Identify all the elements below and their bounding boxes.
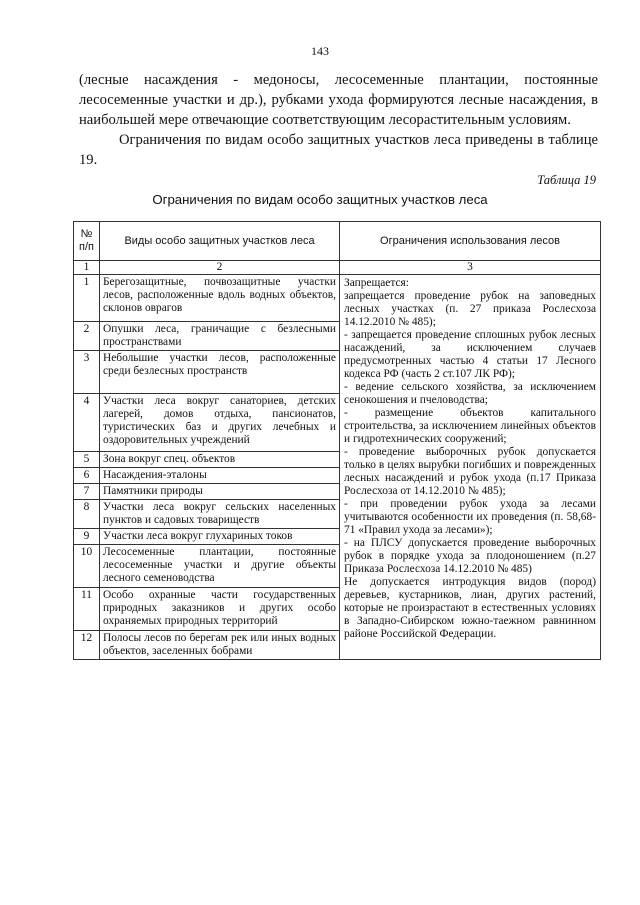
table-header-row xyxy=(74,222,601,261)
zone-type: Опушки леса, граничащие с безлесными пространствами xyxy=(100,322,340,351)
zone-type: Насаждения-эталоны xyxy=(100,468,340,484)
column-number: 1 xyxy=(74,261,100,275)
row-number: 6 xyxy=(74,468,100,484)
row-number: 7 xyxy=(74,484,100,500)
restriction-item: - размещение объектов капитального строительства, за исключением линейных объектов и гидротехнических сооружений; xyxy=(344,407,596,445)
zone-type: Берегозащитные, почвозащитные участки лесов, расположенные вдоль водных объектов, склонов оврагов xyxy=(100,275,340,322)
zone-type: Участки леса вокруг санаториев, детских лагерей, домов отдыха, пансионатов, туристических баз и других лечебных и оздоровительных учреждений xyxy=(100,394,340,452)
restriction-item: Не допускается интродукция видов (пород) деревьев, кустарников, лиан, других растений, которые не произрастают в естественных условиях в Западно-Сибирском южно-таежном равнинном районе Российской Федерации. xyxy=(344,576,596,640)
column-numbers-row xyxy=(74,261,601,275)
restriction-item: - запрещается проведение сплошных рубок лесных насаждений, за исключением случаев предусмотренных частью 4 статьи 17 Лесного кодекса РФ (часть 2 ст.107 ЛК РФ); xyxy=(344,329,596,380)
zone-type: Памятники природы xyxy=(100,484,340,500)
intro-paragraph-1: (лесные насаждения - медоносы, лесосеменные плантации, постоянные лесосеменные участки и др.), рубками ухода формируются лесные насаждения, в наибольшей мере отвечающие соответствующим лесорастительным условиям. xyxy=(79,72,598,128)
zone-type: Лесосеменные плантации, постоянные лесосеменные участки и другие объекты леcного семеноводства xyxy=(100,545,340,588)
header-number: № п/п xyxy=(74,222,100,261)
row-number: 11 xyxy=(74,588,100,631)
restriction-item: - при проведении рубок ухода за лесами учитываются особенности их проведения (п. 58,68-71 «Правил ухода за лесами»); xyxy=(344,498,596,536)
table-title: Ограничения по видам особо защитных участков леса xyxy=(152,192,488,207)
zone-type: Участки леса вокруг глухариных токов xyxy=(100,529,340,545)
row-number: 10 xyxy=(74,545,100,588)
column-number: 2 xyxy=(100,261,340,275)
zone-type: Полосы лесов по берегам рек или иных водных объектов, заселенных бобрами xyxy=(100,631,340,660)
row-number: 5 xyxy=(74,452,100,468)
header-zone-type: Виды особо защитных участков леса xyxy=(100,222,340,261)
zone-type: Зона вокруг спец. объектов xyxy=(100,452,340,468)
table-row xyxy=(74,275,601,322)
restriction-item: запрещается проведение рубок на заповедных лесных участках (п. 27 приказа Рослесхоза 14.12.2010 № 485); xyxy=(344,290,596,328)
row-number: 9 xyxy=(74,529,100,545)
page-number: 143 xyxy=(311,44,329,58)
intro-paragraph-2: Ограничения по видам особо защитных участков леса приведены в таблице 19. xyxy=(79,132,598,168)
restrictions-cell xyxy=(340,275,601,660)
row-number: 1 xyxy=(74,275,100,322)
restriction-item: - проведение выборочных рубок допускается только в целях вырубки погибших и поврежденных лесных насаждений и рубок ухода (п.17 Приказа Рослесхоза от 14.12.2010 № 485); xyxy=(344,446,596,497)
restriction-item: - ведение сельского хозяйства, за исключением сенокошения и пчеловодства; xyxy=(344,381,596,406)
header-restrictions: Ограничения использования лесов xyxy=(340,222,601,261)
zone-type: Особо охранные части государственных природных заказников и других особо охраняемых природных территорий xyxy=(100,588,340,631)
zone-type: Участки леса вокруг сельских населенных пунктов и садовых товариществ xyxy=(100,500,340,529)
zone-type: Небольшие участки лесов, расположенные среди безлесных пространств xyxy=(100,351,340,394)
column-number: 3 xyxy=(340,261,601,275)
row-number: 12 xyxy=(74,631,100,660)
intro-text xyxy=(79,70,598,170)
restriction-item: - на ПЛСУ допускается проведение выборочных рубок в порядке ухода за плодоношением (п.27 Приказа Рослесхоза 14.12.2010 № 485) xyxy=(344,537,596,575)
row-number: 2 xyxy=(74,322,100,351)
row-number: 8 xyxy=(74,500,100,529)
table-label: Таблица 19 xyxy=(537,173,596,187)
row-number: 4 xyxy=(74,394,100,452)
restrictions-table xyxy=(73,221,601,660)
restriction-item: Запрещается: xyxy=(344,277,409,289)
row-number: 3 xyxy=(74,351,100,394)
